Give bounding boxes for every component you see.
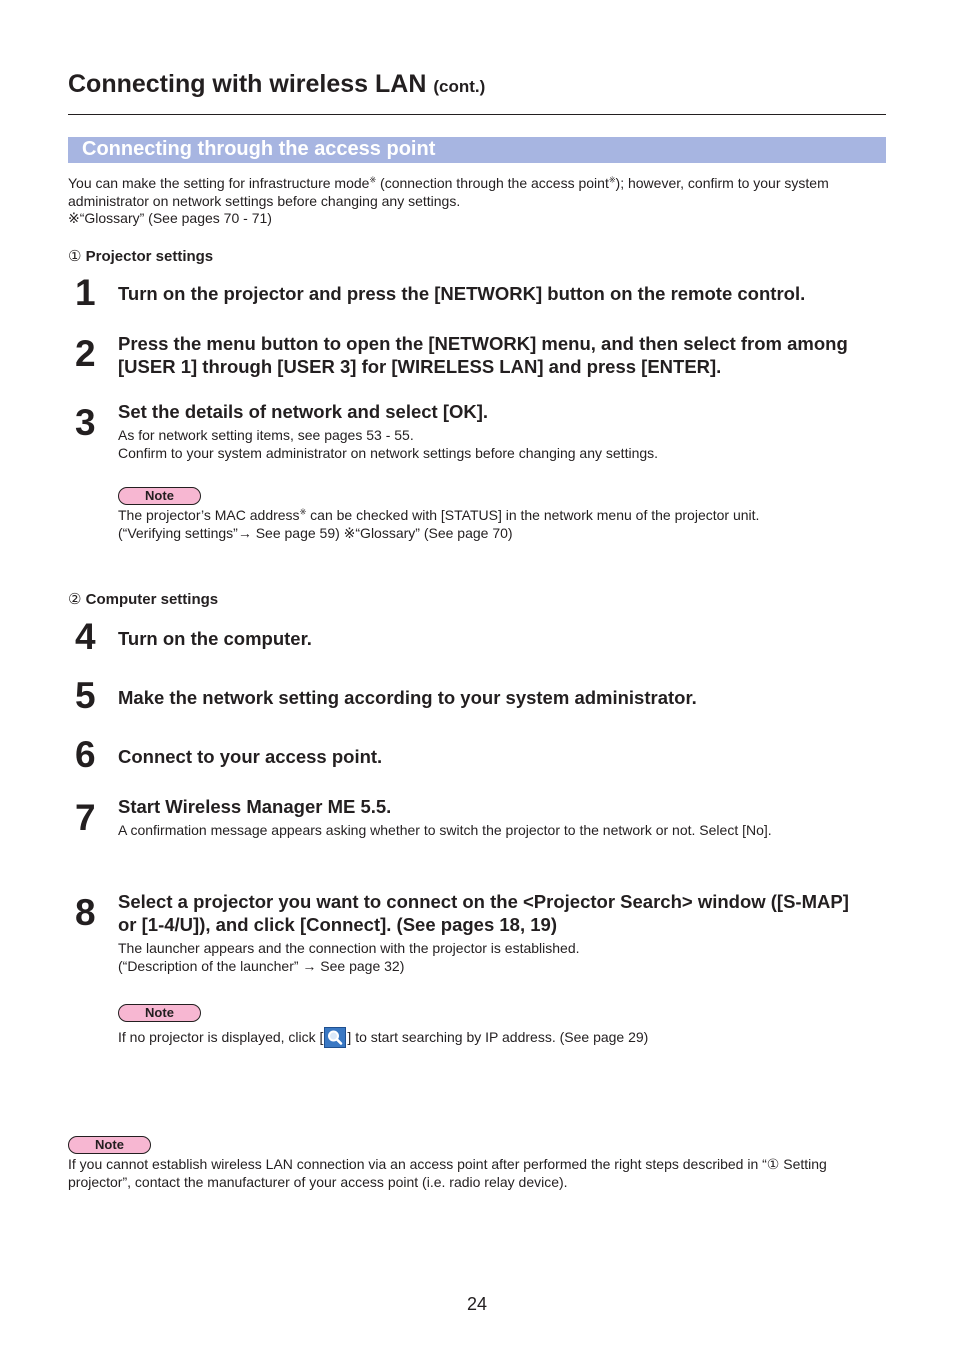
note-text: If no projector is displayed, click [ ] to start searching by IP address. (See page 29) [118, 1027, 648, 1048]
page-title: Connecting with wireless LAN (cont.) [68, 70, 486, 98]
step-number: 5 [75, 675, 96, 716]
glossary-mark: ※ [369, 175, 377, 185]
projector-settings-heading: ① Projector settings [68, 248, 214, 265]
intro-line-2: administrator on network settings before changing any settings. [68, 192, 461, 209]
glossary-mark: ※ [608, 175, 616, 185]
step-number: 3 [75, 402, 96, 443]
page-number: 24 [466, 1294, 488, 1314]
step-number: 4 [75, 616, 96, 657]
title-divider [68, 114, 886, 115]
computer-settings-heading: ② Computer settings [68, 591, 219, 608]
note-badge: Note [68, 1136, 151, 1154]
step-heading: Press the menu button to open the [NETWORK] menu, and then select from among [USER 1] through [USER 3] for [WIRELESS LAN] and press [ENTER]. [118, 333, 848, 377]
step-heading: Make the network setting according to your system administrator. [118, 687, 697, 708]
note-text: The projector’s MAC address※ can be checked with [STATUS] in the network menu of the projector unit. (“Verifying settings”→ See page 59) ※“Glossary” (See page 70) [118, 507, 760, 541]
magnifier-search-icon [324, 1027, 346, 1048]
note-badge: Note [118, 1004, 201, 1022]
step-description: The launcher appears and the connection with the projector is established. (“Description of the launcher” → See page 32) [118, 940, 580, 974]
page-title-suffix: (cont.) [433, 77, 486, 96]
glossary-mark: ※ [299, 507, 307, 517]
step-heading: Turn on the computer. [118, 628, 312, 649]
intro-line-1: You can make the setting for infrastructure mode※ (connection through the access point※); however, confirm to your system [68, 175, 829, 191]
step-description: A confirmation message appears asking whether to switch the projector to the network or not. Select [No]. [118, 822, 772, 838]
note-text: If you cannot establish wireless LAN connection via an access point after performed the right steps described in “① Setting projector”, contact the manufacturer of your access point (i.e. radio relay device). [68, 1156, 827, 1190]
section-title: Connecting through the access point [82, 138, 436, 160]
step-heading: Set the details of network and select [OK]. [118, 401, 489, 422]
step-number: 7 [75, 797, 96, 838]
note-badge: Note [118, 487, 201, 505]
section-header-bar [68, 137, 886, 163]
intro-line-3: ※“Glossary” (See pages 70 - 71) [68, 210, 272, 226]
intro-text [68, 175, 829, 228]
step-heading: Turn on the projector and press the [NETWORK] button on the remote control. [118, 283, 806, 304]
step-number: 1 [75, 272, 96, 313]
step-heading: Start Wireless Manager ME 5.5. [118, 796, 392, 817]
step-heading: Connect to your access point. [118, 746, 383, 767]
step-number: 6 [75, 734, 96, 775]
step-number: 2 [75, 333, 96, 374]
step-heading: Select a projector you want to connect on the <Projector Search> window ([S-MAP] or [1-4/U]), and click [Connect]. (See pages 18, 19) [118, 891, 849, 935]
step-description: As for network setting items, see pages 53 - 55. Confirm to your system administrator on network settings before changing any settings. [118, 427, 659, 461]
step-number: 8 [75, 892, 96, 933]
